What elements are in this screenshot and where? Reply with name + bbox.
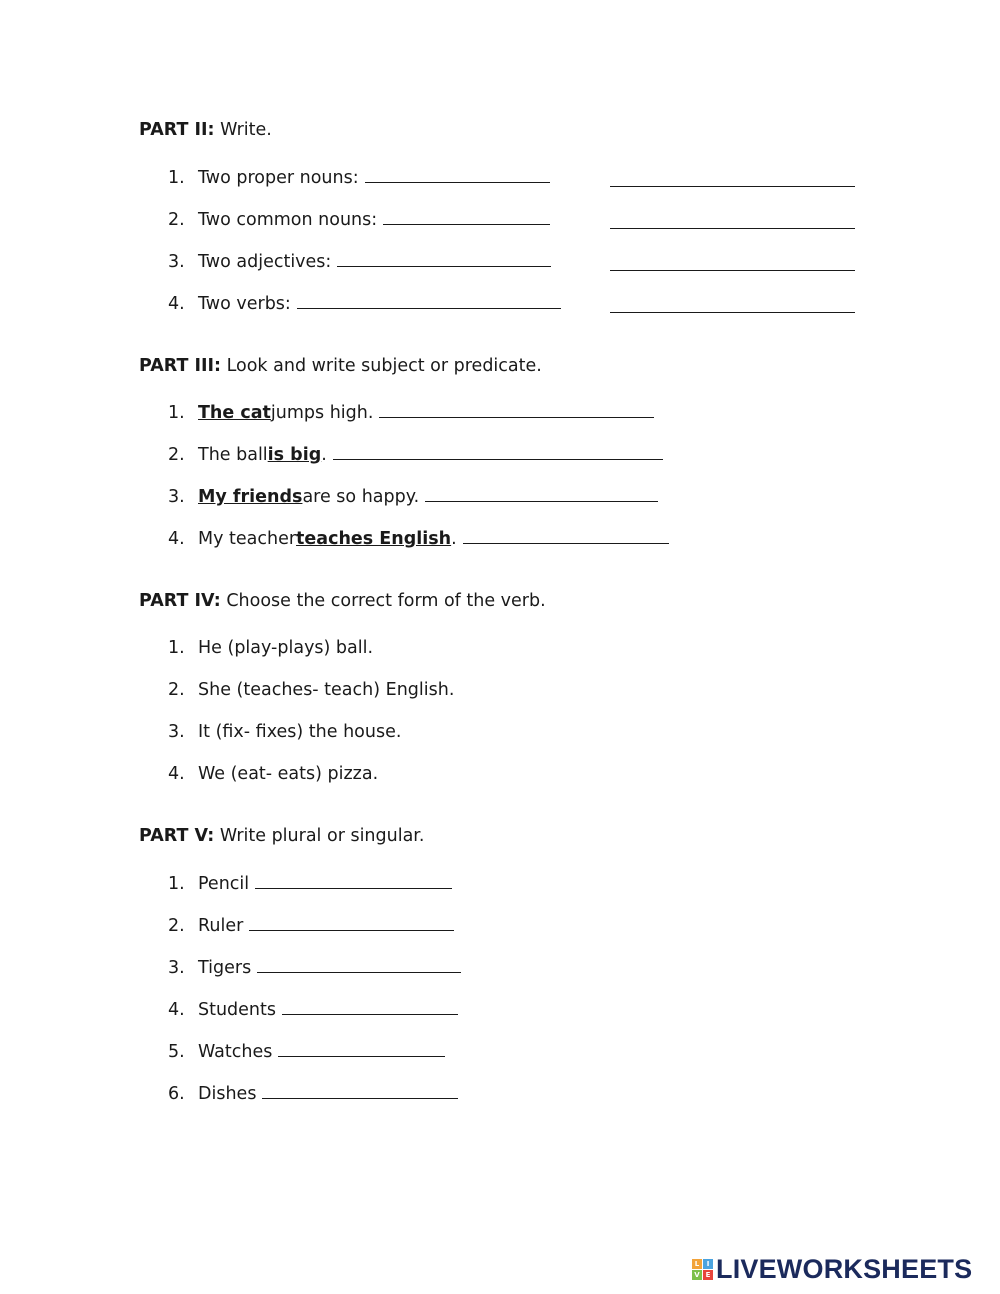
answer-blank-second[interactable] [610, 270, 855, 271]
answer-blank[interactable] [297, 307, 561, 309]
logo-text: LIVEWORKSHEETS [716, 1254, 973, 1284]
answer-blank[interactable] [262, 1097, 458, 1099]
part2-item-4: 4. Two verbs: [168, 293, 561, 315]
answer-blank[interactable] [337, 265, 551, 267]
logo-tile-l: L [692, 1259, 702, 1269]
liveworksheets-logo-icon [692, 1259, 713, 1280]
answer-blank[interactable] [278, 1055, 445, 1057]
answer-blank-second[interactable] [610, 312, 855, 313]
part4-item-1: 1. He (play-plays) ball. [168, 638, 374, 658]
part2-heading: PART II: Write. [139, 120, 272, 140]
answer-blank[interactable] [282, 1013, 458, 1015]
answer-blank[interactable] [333, 458, 663, 460]
answer-blank[interactable] [425, 500, 658, 502]
part5-item-5: 5. Watches [168, 1041, 445, 1063]
part4-item-3: 3. It (fix- fixes) the house. [168, 722, 402, 742]
part5-item-4: 4. Students [168, 999, 458, 1021]
part5-heading: PART V: Write plural or singular. [139, 826, 425, 846]
part3-item-2: 2. The ball is big . [168, 444, 663, 466]
answer-blank[interactable] [383, 223, 550, 225]
part5-item-1: 1. Pencil [168, 873, 452, 895]
part4-item-4: 4. We (eat- eats) pizza. [168, 764, 379, 784]
part3-item-3: 3. My friends are so happy. [168, 486, 658, 508]
part2-item-1: 1. Two proper nouns: [168, 167, 550, 189]
answer-blank[interactable] [255, 887, 452, 889]
part2-item-2: 2. Two common nouns: [168, 209, 550, 231]
part3-item-4: 4. My teacher teaches English . [168, 528, 669, 550]
part3-item-1: 1. The cat jumps high. [168, 402, 654, 424]
part5-item-3: 3. Tigers [168, 957, 461, 979]
answer-blank-second[interactable] [610, 228, 855, 229]
answer-blank[interactable] [379, 416, 654, 418]
part3-heading: PART III: Look and write subject or predicate. [139, 356, 542, 376]
answer-blank[interactable] [463, 542, 669, 544]
liveworksheets-logo [692, 1254, 972, 1285]
answer-blank[interactable] [257, 971, 461, 973]
part4-heading: PART IV: Choose the correct form of the verb. [139, 591, 546, 611]
answer-blank-second[interactable] [610, 186, 855, 187]
answer-blank[interactable] [249, 929, 454, 931]
part4-item-2: 2. She (teaches- teach) English. [168, 680, 455, 700]
logo-tile-e: E [703, 1270, 713, 1280]
answer-blank[interactable] [365, 181, 550, 183]
logo-tile-i: I [703, 1259, 713, 1269]
part5-item-6: 6. Dishes [168, 1083, 458, 1105]
logo-tile-v: V [692, 1270, 702, 1280]
part2-item-3: 3. Two adjectives: [168, 251, 551, 273]
part5-item-2: 2. Ruler [168, 915, 454, 937]
